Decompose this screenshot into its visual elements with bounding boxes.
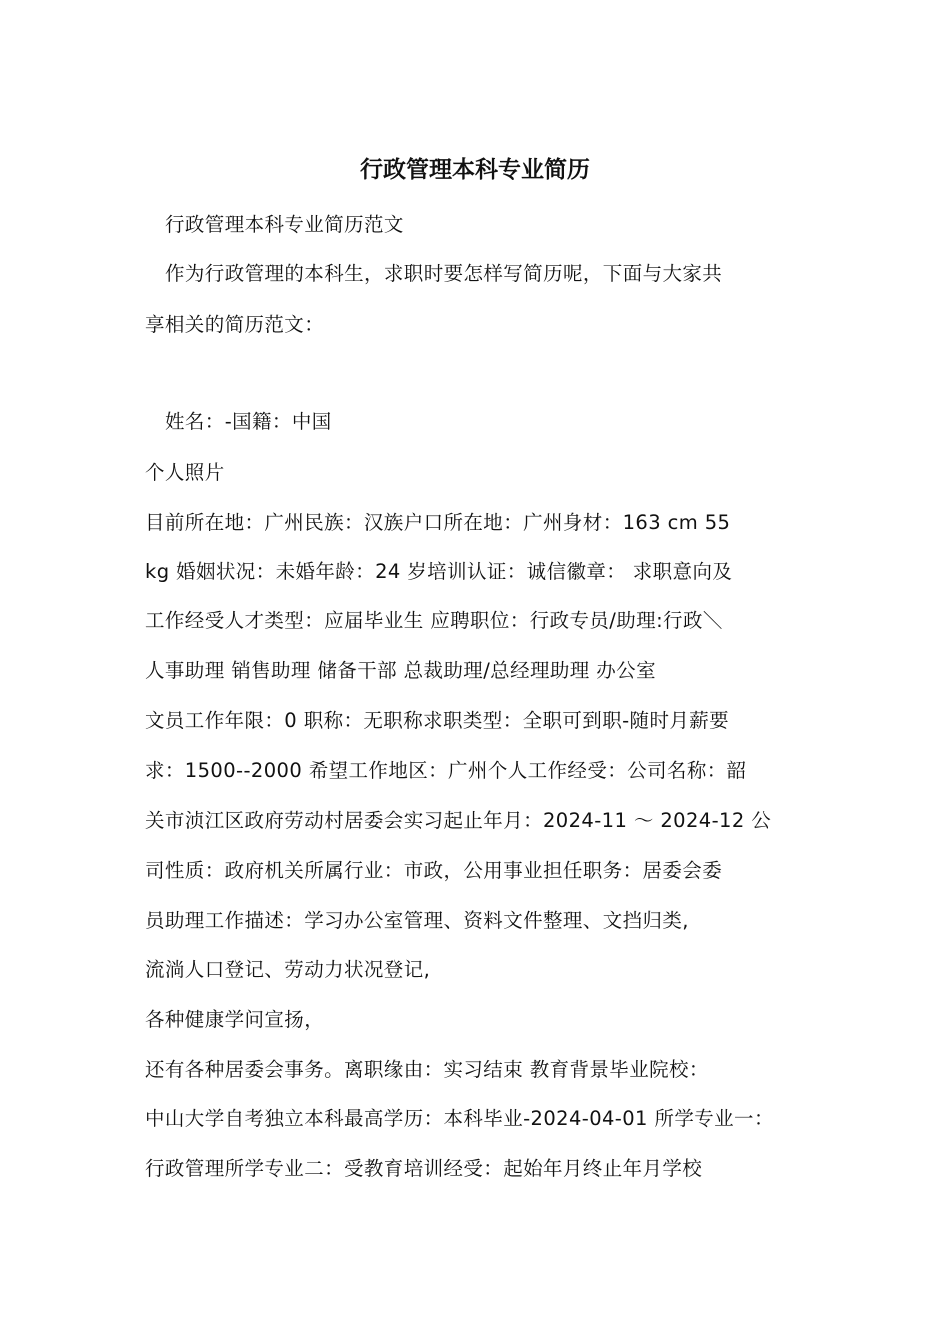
body-line: 关市浈江区政府劳动村居委会实习起止年月：2024-11 ～ 2024-12 公	[145, 809, 772, 832]
intro-line-1: 作为行政管理的本科生，求职时要怎样写简历呢，下面与大家共	[165, 262, 723, 285]
body-line: 中山大学自考独立本科最高学历：本科毕业-2024-04-01 所学专业一：	[145, 1107, 774, 1130]
photo-label: 个人照片	[145, 461, 225, 484]
name-line: 姓名：-国籍：中国	[165, 410, 332, 433]
body-line: 行政管理所学专业二：受教育培训经受：起始年月终止年月学校	[145, 1157, 703, 1180]
body-line: 流淌人口登记、劳动力状况登记,	[145, 958, 431, 981]
body-line: kg 婚姻状况：未婚年龄：24 岁培训认证：诚信徽章： 求职意向及	[145, 560, 733, 583]
body-line: 员助理工作描述：学习办公室管理、资料文件整理、文挡归类,	[145, 909, 689, 932]
intro-line-2: 享相关的简历范文：	[145, 313, 325, 336]
document-title: 行政管理本科专业简历	[360, 157, 590, 183]
body-line: 文员工作年限：0 职称：无职称求职类型：全职可到职-随时月薪要	[145, 709, 730, 732]
document-subtitle: 行政管理本科专业简历范文	[165, 213, 404, 236]
body-line: 各种健康学问宣扬，	[145, 1008, 325, 1031]
body-line: 司性质：政府机关所属行业：市政，公用事业担任职务：居委会委	[145, 859, 723, 882]
body-line: 工作经受人才类型：应届毕业生 应聘职位：行政专员/助理:行政＼	[145, 609, 723, 632]
body-line: 求：1500--2000 希望工作地区：广州个人工作经受：公司名称：韶	[145, 759, 747, 782]
body-line: 目前所在地：广州民族：汉族户口所在地：广州身材：163 cm 55	[145, 511, 731, 534]
body-line: 人事助理 销售助理 储备干部 总裁助理/总经理助理 办公室	[145, 659, 656, 682]
body-line: 还有各种居委会事务。离职缘由：实习结束 教育背景毕业院校：	[145, 1058, 709, 1081]
